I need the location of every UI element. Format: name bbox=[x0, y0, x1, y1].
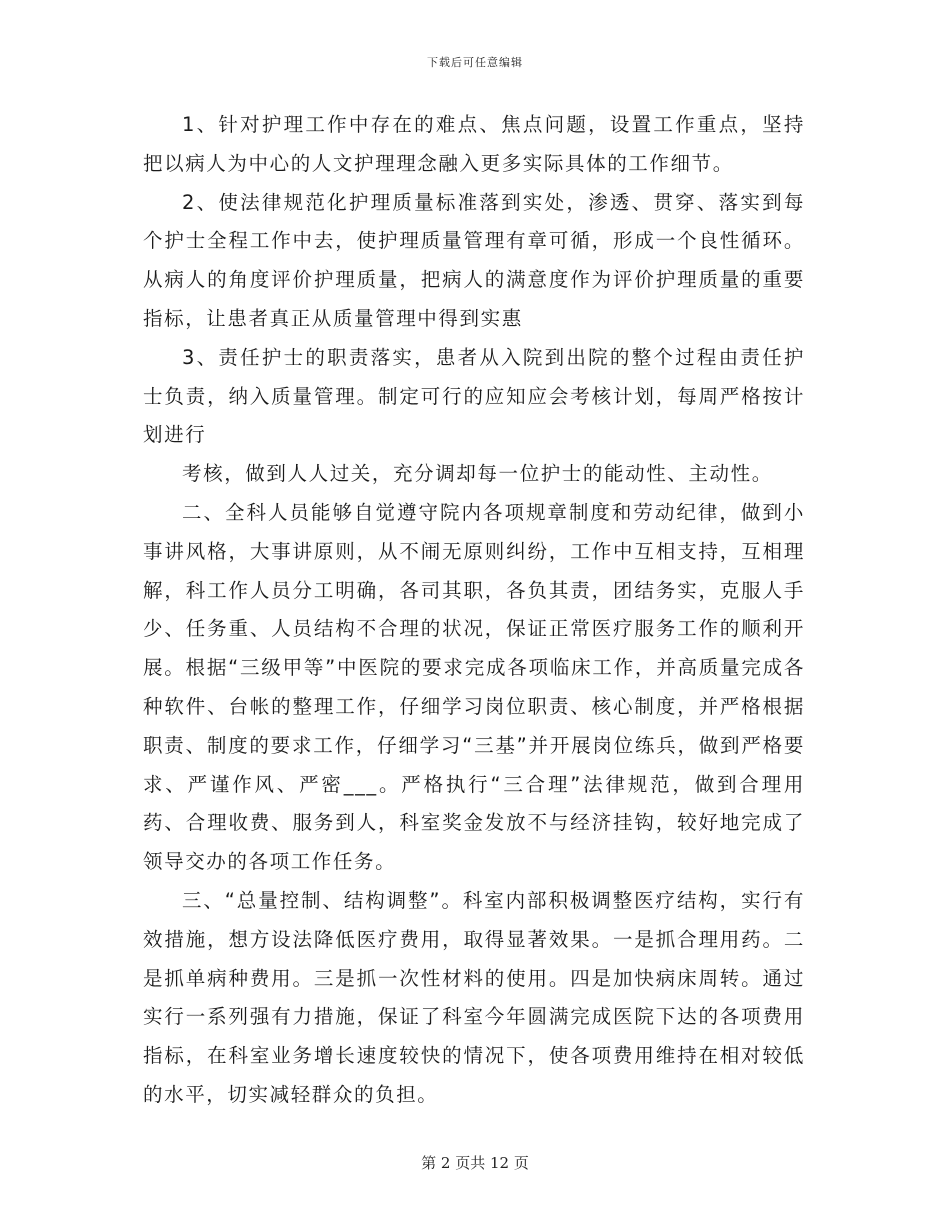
document-body bbox=[143, 106, 805, 1115]
page-number: 第 2 页共 12 页 bbox=[421, 1154, 529, 1172]
paragraph-section-two: 二、全科人员能够自觉遵守院内各项规章制度和劳动纪律，做到小事讲风格，大事讲原则，从不闹无原则纠纷，工作中互相支持，互相理解，科工作人员分工明确，各司其职，各负其责，团结务实，克服人手少、任务重、人员结构不合理的状况，保证正常医疗服务工作的顺利开展。根据“三级甲等”中医院的要求完成各项临床工作，并高质量完成各种软件、台帐的整理工作，仔细学习岗位职责、核心制度，并严格根据职责、制度的要求工作，仔细学习“三基”并开展岗位练兵，做到严格要求、严谨作风、严密___。严格执行“三合理”法律规范，做到合理用药、合理收费、服务到人，科室奖金发放不与经济挂钩，较好地完成了领导交办的各项工作任务。 bbox=[143, 500, 805, 874]
paragraph-section-three: 三、“总量控制、结构调整”。科室内部积极调整医疗结构，实行有效措施，想方设法降低医疗费用，取得显著效果。一是抓合理用药。二是抓单病种费用。三是抓一次性材料的使用。四是加快病床周转。通过实行一系列强有力措施，保证了科室今年圆满完成医院下达的各项费用指标，在科室业务增长速度较快的情况下，使各项费用维持在相对较低的水平，切实减轻群众的负担。 bbox=[143, 888, 805, 1106]
paragraph-item-1: 1、针对护理工作中存在的难点、焦点问题，设置工作重点，坚持把以病人为中心的人文护理理念融入更多实际具体的工作细节。 bbox=[143, 113, 805, 175]
page-header: 下载后可任意编辑 bbox=[427, 56, 523, 69]
paragraph-continuation: 考核，做到人人过关，充分调却每一位护士的能动性、主动性。 bbox=[182, 462, 773, 486]
paragraph-item-2: 2、使法律规范化护理质量标准落到实处，渗透、贯穿、落实到每个护士全程工作中去，使护理质量管理有章可循，形成一个良性循环。从病人的角度评价护理质量，把病人的满意度作为评价护理质量的重要指标，让患者真正从质量管理中得到实惠 bbox=[143, 190, 805, 330]
paragraph-item-3: 3、责任护士的职责落实，患者从入院到出院的整个过程由责任护士负责，纳入质量管理。制定可行的应知应会考核计划，每周严格按计划进行 bbox=[143, 345, 805, 447]
